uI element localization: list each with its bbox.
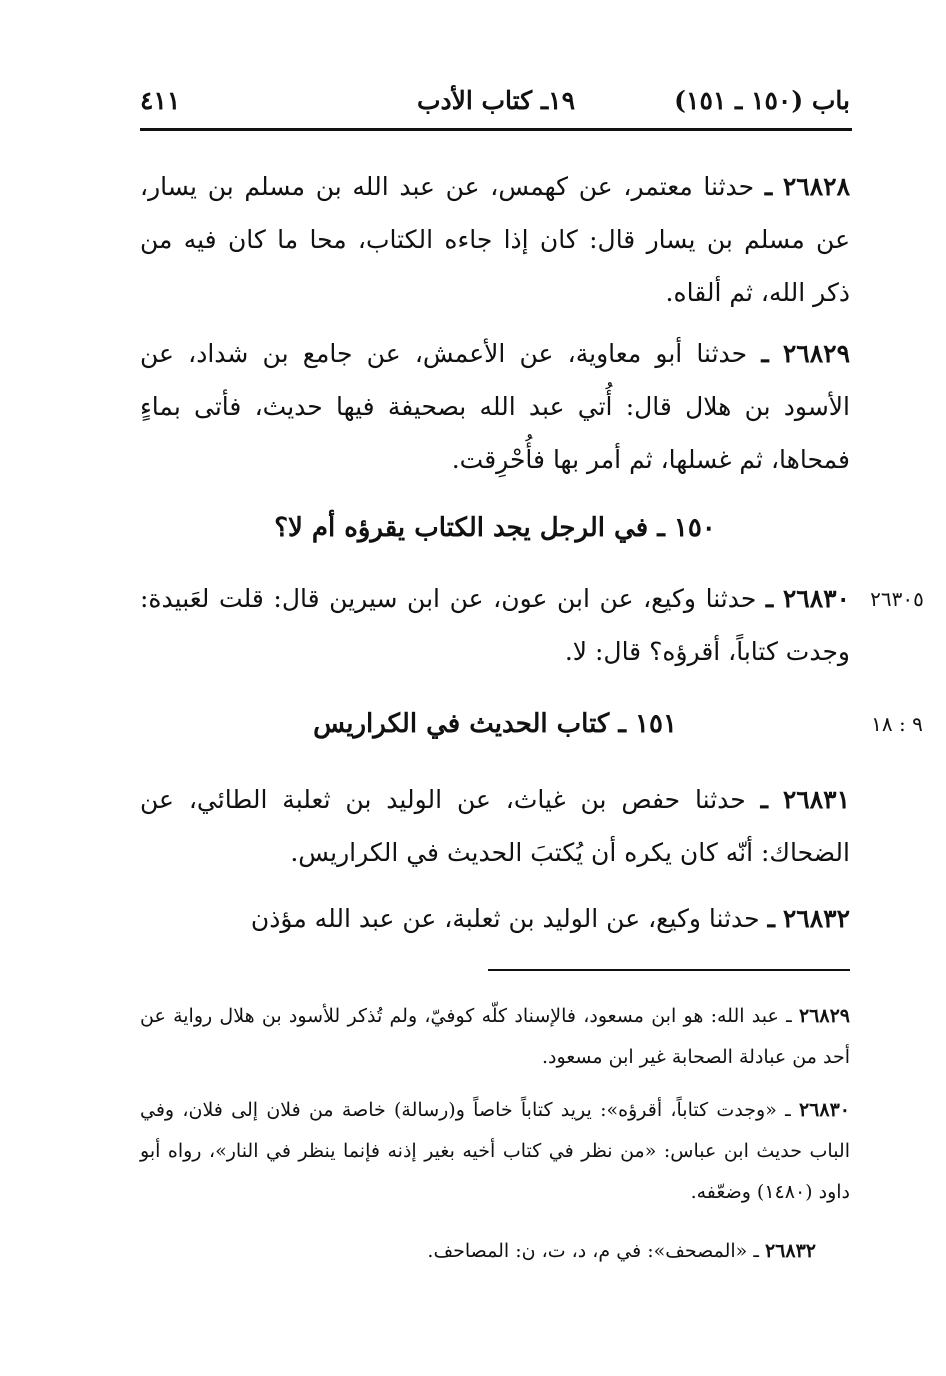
hadith-number: ٢٦٨٢٩: [782, 339, 851, 368]
hadith-paragraph: ٢٦٨٢٨ ـ حدثنا معتمر، عن كهمس، عن عبد الله بن مسلم بن يسار، عن مسلم بن يسار قال: كان إذا جاءه الكتاب، محا ما كان فيه من ذكر الله، ثم ألقاه.: [140, 172, 850, 307]
chapter-range: باب (١٥٠ ـ ١٥١): [674, 86, 850, 115]
book-title: ١٩ـ كتاب الأدب: [416, 86, 575, 115]
footnote-number: ٢٦٨٣٢: [764, 1240, 816, 1262]
header-rule: [140, 128, 852, 131]
hadith-paragraph: ٢٦٨٣١ ـ حدثنا حفص بن غياث، عن الوليد بن ثعلبة الطائي، عن الضحاك: أنّه كان يكره أن يُكتبَ الحديث في الكراريس.: [140, 785, 851, 867]
hadith-number: ٢٦٨٣١: [782, 785, 851, 814]
page-number: ٤١١: [140, 86, 181, 115]
hadith-number: ٢٦٨٣٠: [782, 584, 850, 613]
footnote: ٢٦٨٢٩ ـ عبد الله: هو ابن مسعود، فالإسناد كلّه كوفيّ، ولم تُذكر للأسود بن هلال رواية عن أحد من عبادلة الصحابة غير ابن مسعود.: [140, 1005, 850, 1068]
hadith-text: حدثنا وكيع، عن ابن عون، عن ابن سيرين قال: قلت لعَبيدة: وجدت كتاباً، أقرؤه؟ قال: لا.: [140, 584, 850, 666]
hadith-paragraph: ٢٦٨٣٢ ـ حدثنا وكيع، عن الوليد بن ثعلبة، عن عبد الله مؤذن: [250, 904, 850, 933]
section-title: ١٥١ ـ كتاب الحديث في الكراريس: [313, 709, 677, 739]
hadith-number: ٢٦٨٣٢: [782, 904, 850, 933]
hadith-text: حدثنا حفص بن غياث، عن الوليد بن ثعلبة الطائي، عن الضحاك: أنّه كان يكره أن يُكتبَ الحديث في الكراريس.: [140, 785, 850, 867]
running-head: [140, 86, 850, 122]
footnote-text: عبد الله: هو ابن مسعود، فالإسناد كلّه كوفيّ، ولم تُذكر للأسود بن هلال رواية عن أحد من عبادلة الصحابة غير ابن مسعود.: [140, 1005, 850, 1068]
footnote-number: ٢٦٨٢٩: [798, 1005, 850, 1027]
hadith-paragraph: ٢٦٨٣٠ ـ حدثنا وكيع، عن ابن عون، عن ابن سيرين قال: قلت لعَبيدة: وجدت كتاباً، أقرؤه؟ قال: لا.: [140, 584, 850, 666]
margin-reference: ٩ : ١٨: [871, 712, 923, 736]
hadith-text: حدثنا وكيع، عن الوليد بن ثعلبة، عن عبد الله مؤذن: [250, 904, 760, 933]
footnote-number: ٢٦٨٣٠: [798, 1099, 850, 1121]
hadith-text: حدثنا معتمر، عن كهمس، عن عبد الله بن مسلم بن يسار، عن مسلم بن يسار قال: كان إذا جاءه الكتاب، محا ما كان فيه من ذكر الله، ثم ألقاه.: [140, 172, 850, 307]
footnote: ٢٦٨٣٢ ـ «المصحف»: في م، د، ت، ن: المصاحف.: [427, 1240, 816, 1262]
footnote-text: «وجدت كتاباً، أقرؤه»: يريد كتاباً خاصاً و(رسالة) خاصة من فلان إلى فلان، وفي الباب حديث ابن عباس: «من نظر في كتاب أخيه بغير إذنه فإنما ينظر في النار»، رواه أبو داود (١٤٨٠) وضعّفه.: [140, 1099, 850, 1203]
footnote-rule: [488, 969, 850, 971]
footnote-text: «المصحف»: في م، د، ت، ن: المصاحف.: [427, 1240, 748, 1262]
section-title: ١٥٠ ـ في الرجل يجد الكتاب يقرؤه أم لا؟: [274, 513, 716, 543]
hadith-number: ٢٦٨٢٨: [782, 172, 850, 201]
margin-reference: ٢٦٣٠٥: [870, 587, 924, 611]
hadith-text: حدثنا أبو معاوية، عن الأعمش، عن جامع بن شداد، عن الأسود بن هلال قال: أُتي عبد الله بصحيفة فيها حديث، فأتى بماءٍ فمحاها، ثم غسلها، ثم أمر بها فأُحْرِقت.: [140, 339, 850, 474]
footnote: ٢٦٨٣٠ ـ «وجدت كتاباً، أقرؤه»: يريد كتاباً خاصاً و(رسالة) خاصة من فلان إلى فلان، وفي الباب حديث ابن عباس: «من نظر في كتاب أخيه بغير إذنه فإنما ينظر في النار»، رواه أبو داود (١٤٨٠) وضعّفه.: [140, 1099, 850, 1203]
hadith-paragraph: ٢٦٨٢٩ ـ حدثنا أبو معاوية، عن الأعمش، عن جامع بن شداد، عن الأسود بن هلال قال: أُتي عبد الله بصحيفة فيها حديث، فأتى بماءٍ فمحاها، ثم غسلها، ثم أمر بها فأُحْرِقت.: [140, 339, 851, 474]
